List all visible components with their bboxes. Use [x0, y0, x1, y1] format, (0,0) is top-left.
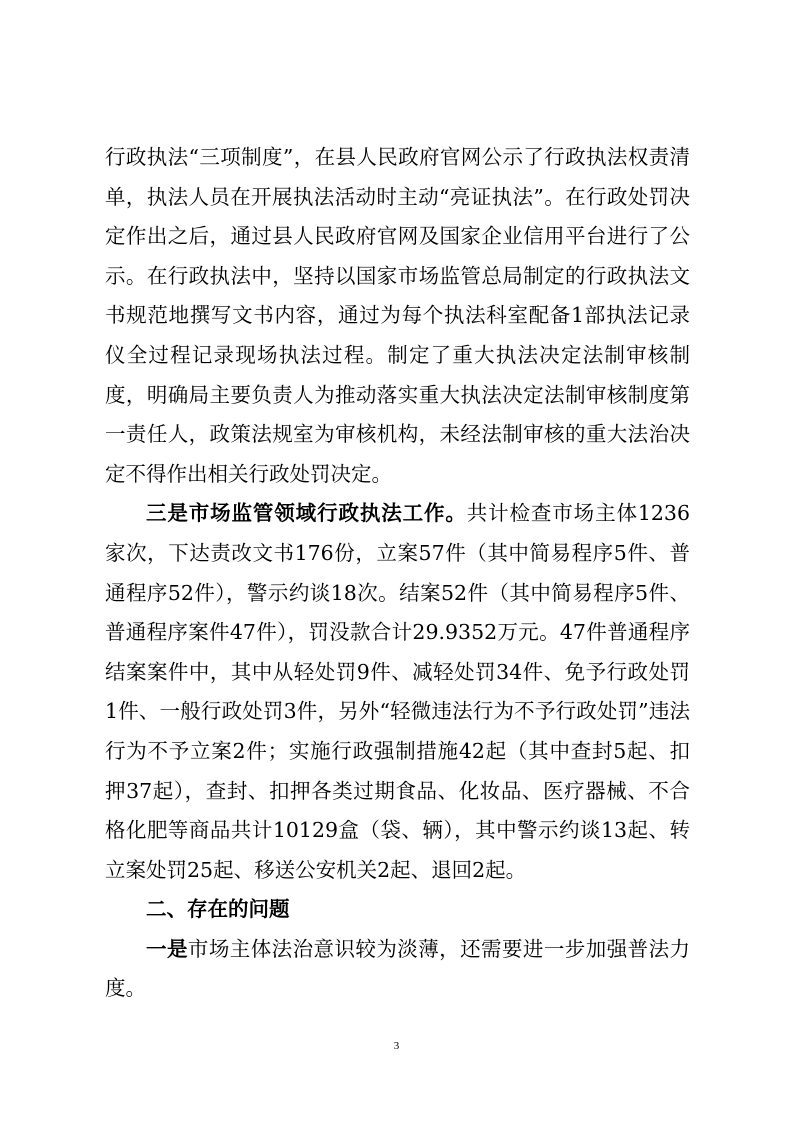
- paragraph-2-lead: 三是市场监管领域行政执法工作。: [146, 501, 467, 526]
- paragraph-3: [105, 930, 690, 1009]
- section-heading: 二、存在的问题: [146, 897, 290, 922]
- document-body: [105, 138, 690, 1009]
- paragraph-3-lead: 一是: [146, 936, 188, 961]
- paragraph-3-text: 市场主体法治意识较为淡薄，还需要进一步加强普法力度。: [105, 936, 691, 1001]
- paragraph-2-text: 共计检查市场主体1236家次，下达责改文书176份，立案57件（其中简易程序5件、普通程序52件），警示约谈18次。结案52件（其中简易程序5件、普通程序案件47件），罚没款合计29.9352万元。47件普通程序结案案件中，其中从轻处罚9件、减轻处罚34件、免予行政处罚1件、一般行政处罚3件，另外“轻微违法行为不予行政处罚”违法行为不予立案2件；实施行政强制措施42起（其中查封5起、扣押37起），查封、扣押各类过期食品、化妆品、医疗器械、不合格化肥等商品共计10129盒（袋、辆），其中警示约谈13起、转立案处罚25起、移送公安机关2起、退回2起。: [105, 501, 691, 882]
- page-number: 3: [393, 1040, 400, 1052]
- paragraph-1: 行政执法“三项制度”，在县人民政府官网公示了行政执法权责清单，执法人员在开展执法活动时主动“亮证执法”。在行政处罚决定作出之后，通过县人民政府官网及国家企业信用平台进行了公示。在行政执法中，坚持以国家市场监管总局制定的行政执法文书规范地撰写文书内容，通过为每个执法科室配备1部执法记录仪全过程记录现场执法过程。制定了重大执法决定法制审核制度，明确局主要负责人为推动落实重大执法决定法制审核制度第一责任人，政策法规室为审核机构，未经法制审核的重大法治决定不得作出相关行政处罚决定。: [105, 145, 690, 486]
- paragraph-2: [105, 494, 690, 890]
